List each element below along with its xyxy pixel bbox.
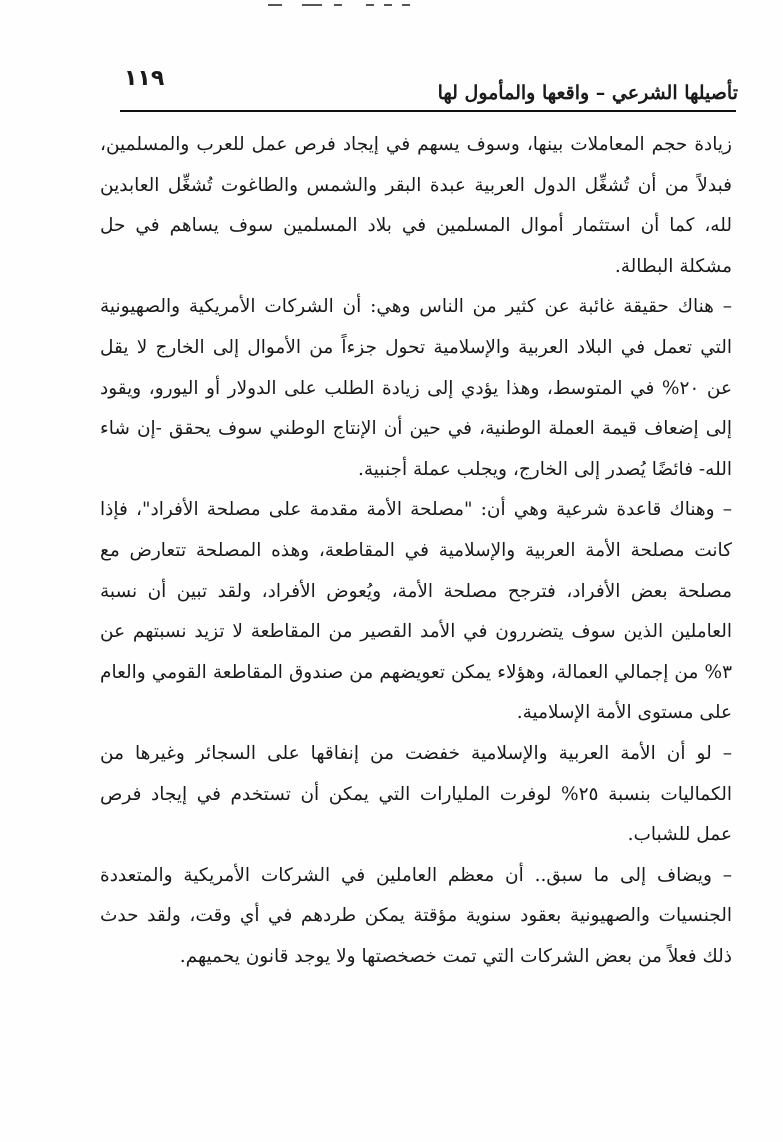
- body-text: [100, 125, 732, 977]
- paragraph: – لو أن الأمة العربية والإسلامية خفضت من إنفاقها على السجائر وغيرها من الكماليات بنسبة ٢٥% لوفرت المليارات التي يمكن أن تستخدم في إيجاد فرص عمل للشباب.: [100, 742, 732, 846]
- paragraph: زيادة حجم المعاملات بينها، وسوف يسهم في إيجاد فرص عمل للعرب والمسلمين، فبدلاً من أن تُشغِّل الدول العربية عبدة البقر والشمس والطاغوت تُشغِّل العابدين لله، كما أن استثمار أموال المسلمين في بلاد المسلمين سوف يساهم في حل مشكلة البطالة.: [100, 134, 732, 277]
- scan-artifact-marks: [268, 0, 428, 10]
- page-header: [118, 62, 738, 106]
- page-number: ١١٩: [124, 66, 165, 91]
- paragraph: – هناك حقيقة غائبة عن كثير من الناس وهي: أن الشركات الأمريكية والصهيونية التي تعمل في البلاد العربية والإسلامية تحول جزءاً من الأموال إلى الخارج لا يقل عن ٢٠% في المتوسط، وهذا يؤدي إلى زيادة الطلب على الدولار أو اليورو، ويقود إلى إضعاف قيمة العملة الوطنية، في حين أن الإنتاج الوطني سوف يحقق -إن شاء الله- فائضًا يُصدر إلى الخارج، ويجلب عملة أجنبية.: [100, 296, 732, 480]
- running-title: تأصيلها الشرعي – واقعها والمأمول لها: [437, 82, 738, 104]
- paragraph: – وهناك قاعدة شرعية وهي أن: "مصلحة الأمة مقدمة على مصلحة الأفراد"، فإذا كانت مصلحة الأمة العربية والإسلامية في المقاطعة، وهذه المصلحة تتعارض مع مصلحة بعض الأفراد، فترجح مصلحة الأمة، ويُعوض الأفراد، ولقد تبين أن نسبة العاملين الذين سوف يتضررون في الأمد القصير من المقاطعة لا تزيد نسبتهم عن ٣% من إجمالي العمالة، وهؤلاء يمكن تعويضهم من صندوق المقاطعة القومي والعام على مستوى الأمة الإسلامية.: [100, 499, 732, 724]
- header-rule: [120, 110, 736, 112]
- paragraph: – ويضاف إلى ما سبق.. أن معظم العاملين في الشركات الأمريكية والمتعددة الجنسيات والصهيونية بعقود سنوية مؤقتة يمكن طردهم في أي وقت، ولقد حدث ذلك فعلاً من بعض الشركات التي تمت خصخصتها ولا يوجد قانون يحميهم.: [100, 864, 732, 967]
